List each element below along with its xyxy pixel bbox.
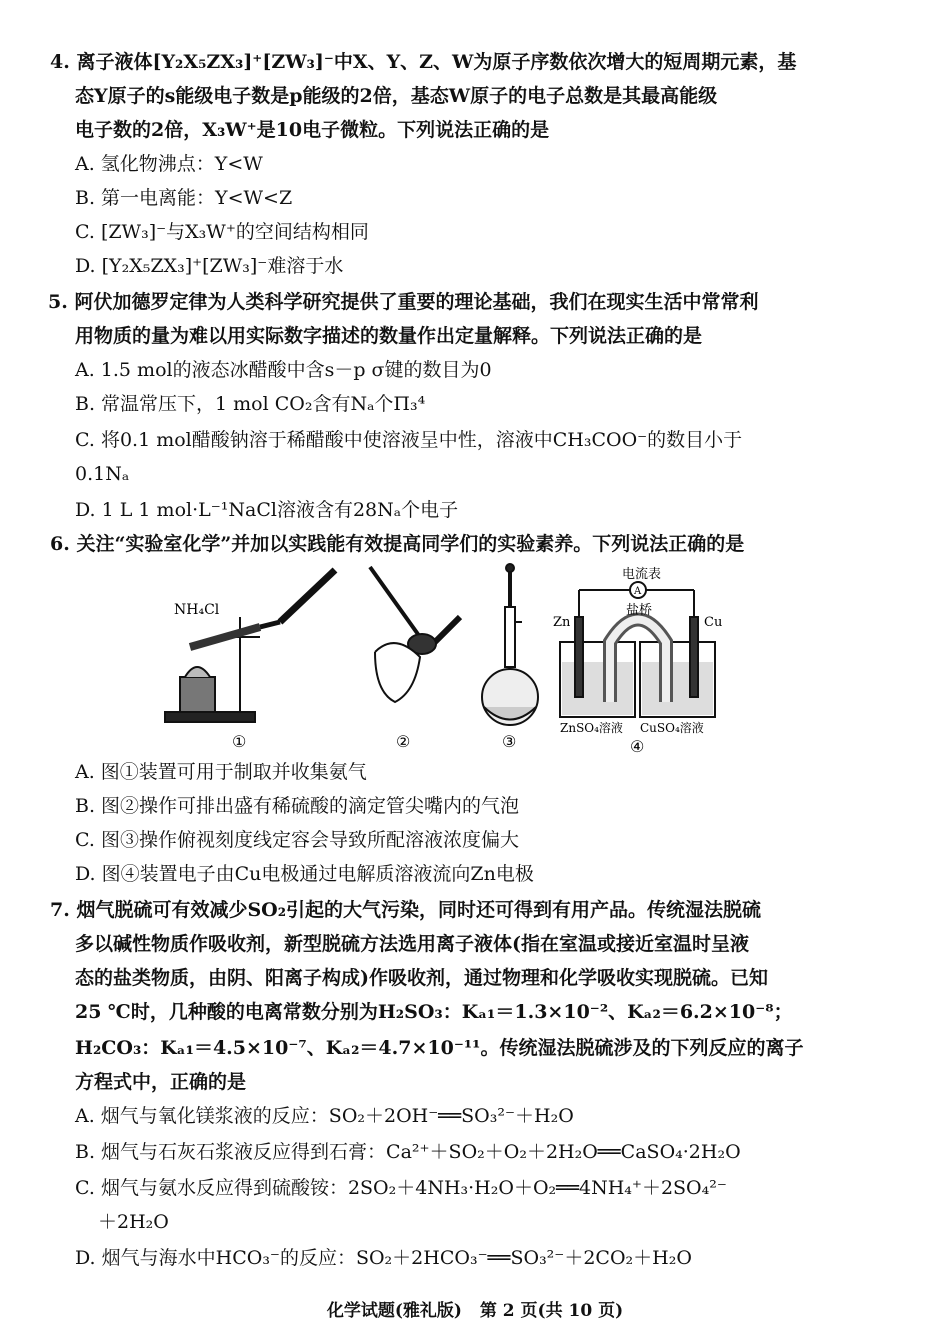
experiment-figure <box>160 562 760 762</box>
text-line: D. [Y₂X₅ZX₃]⁺[ZW₃]⁻难溶于水 <box>75 255 344 277</box>
fig4-label: ④ <box>630 737 645 756</box>
fig3-volumetric-flask <box>482 564 538 725</box>
zn-electrode-label: Zn <box>553 615 571 630</box>
footer-page-number: 第 2 页(共 10 页) <box>479 1301 624 1321</box>
experiment-figure-svg <box>160 562 760 762</box>
text-line: 态的盐类物质，由阴、阳离子构成)作吸收剂，通过物理和化学吸收实现脱硫。已知 <box>75 967 768 989</box>
text-line: 7. 烟气脱硫可有效减少SO₂引起的大气污染，同时还可得到有用产品。传统湿法脱硫 <box>50 899 762 921</box>
cuso4-solution-label: CuSO₄溶液 <box>640 721 704 735</box>
fig2-label: ② <box>396 732 411 751</box>
text-line: D. 1 L 1 mol·L⁻¹NaCl溶液含有28Nₐ个电子 <box>75 499 459 521</box>
text-line: 电子数的2倍，X₃W⁺是10电子微粒。下列说法正确的是 <box>75 119 550 141</box>
text-line: D. 烟气与海水中HCO₃⁻的反应：SO₂＋2HCO₃⁻══SO₃²⁻＋2CO₂＋H₂O <box>75 1247 692 1269</box>
text-line: C. 图③操作俯视刻度线定容会导致所配溶液浓度偏大 <box>75 829 519 851</box>
text-line: B. 图②操作可排出盛有稀硫酸的滴定管尖嘴内的气泡 <box>75 795 520 817</box>
text-line: D. 图④装置电子由Cu电极通过电解质溶液流向Zn电极 <box>75 863 534 885</box>
text-line: A. 图①装置可用于制取并收集氨气 <box>75 761 367 783</box>
text-line: C. [ZW₃]⁻与X₃W⁺的空间结构相同 <box>75 221 369 243</box>
ammeter-symbol: A <box>634 586 642 597</box>
text-line: 用物质的量为难以用实际数字描述的数量作出定量解释。下列说法正确的是 <box>75 325 703 347</box>
cu-electrode-label: Cu <box>704 615 723 630</box>
text-line: H₂CO₃：Kₐ₁＝4.5×10⁻⁷、Kₐ₂＝4.7×10⁻¹¹。传统湿法脱硫涉及的下列反应的离子 <box>75 1037 804 1059</box>
fig2-burette-hand <box>370 567 460 702</box>
fig1-label: ① <box>232 732 247 751</box>
text-line: A. 氢化物沸点：Y<W <box>75 153 263 175</box>
text-line: A. 烟气与氧化镁浆液的反应：SO₂＋2OH⁻══SO₃²⁻＋H₂O <box>75 1105 574 1127</box>
page-footer <box>0 1296 950 1321</box>
text-line: 多以碱性物质作吸收剂，新型脱硫方法选用离子液体(指在室温或接近室温时呈液 <box>75 933 749 955</box>
text-line: ＋2H₂O <box>98 1211 169 1233</box>
footer-subject: 化学试题(雅礼版) <box>326 1301 462 1321</box>
salt-bridge-label: 盐桥 <box>626 603 653 618</box>
fig1-heating-apparatus <box>165 570 335 722</box>
text-line: 5. 阿伏加德罗定律为人类科学研究提供了重要的理论基础，我们在现实生活中常常利 <box>48 291 759 313</box>
text-line: 0.1Nₐ <box>75 463 130 485</box>
fig1-reagent-label: NH₄Cl <box>174 602 220 618</box>
znso4-solution-label: ZnSO₄溶液 <box>560 721 623 735</box>
text-line: 态Y原子的s能级电子数是p能级的2倍，基态W原子的电子总数是其最高能级 <box>75 85 718 107</box>
ammeter-title: 电流表 <box>622 567 662 582</box>
text-line: C. 将0.1 mol醋酸钠溶于稀醋酸中使溶液呈中性，溶液中CH₃COO⁻的数目小于 <box>75 429 743 451</box>
text-line: C. 烟气与氨水反应得到硫酸铵：2SO₂＋4NH₃·H₂O＋O₂══4NH₄⁺＋2SO₄²⁻ <box>75 1177 727 1199</box>
text-line: 方程式中，正确的是 <box>75 1071 247 1093</box>
fig3-label: ③ <box>502 732 517 751</box>
text-line: 4. 离子液体[Y₂X₅ZX₃]⁺[ZW₃]⁻中X、Y、Z、W为原子序数依次增大的短周期元素，基 <box>50 51 797 73</box>
text-line: B. 烟气与石灰石浆液反应得到石膏：Ca²⁺＋SO₂＋O₂＋2H₂O══CaSO₄·2H₂O <box>75 1141 741 1163</box>
text-line: 6. 关注“实验室化学”并加以实践能有效提高同学们的实验素养。下列说法正确的是 <box>50 533 745 555</box>
text-line: 25 ℃时，几种酸的电离常数分别为H₂SO₃：Kₐ₁＝1.3×10⁻²、Kₐ₂＝6.2×10⁻⁸； <box>75 1001 793 1023</box>
text-line: B. 第一电离能：Y<W<Z <box>75 187 293 209</box>
text-line: A. 1.5 mol的液态冰醋酸中含s－p σ键的数目为0 <box>75 359 492 381</box>
text-line: B. 常温常压下，1 mol CO₂含有Nₐ个Π₃⁴ <box>75 393 426 415</box>
